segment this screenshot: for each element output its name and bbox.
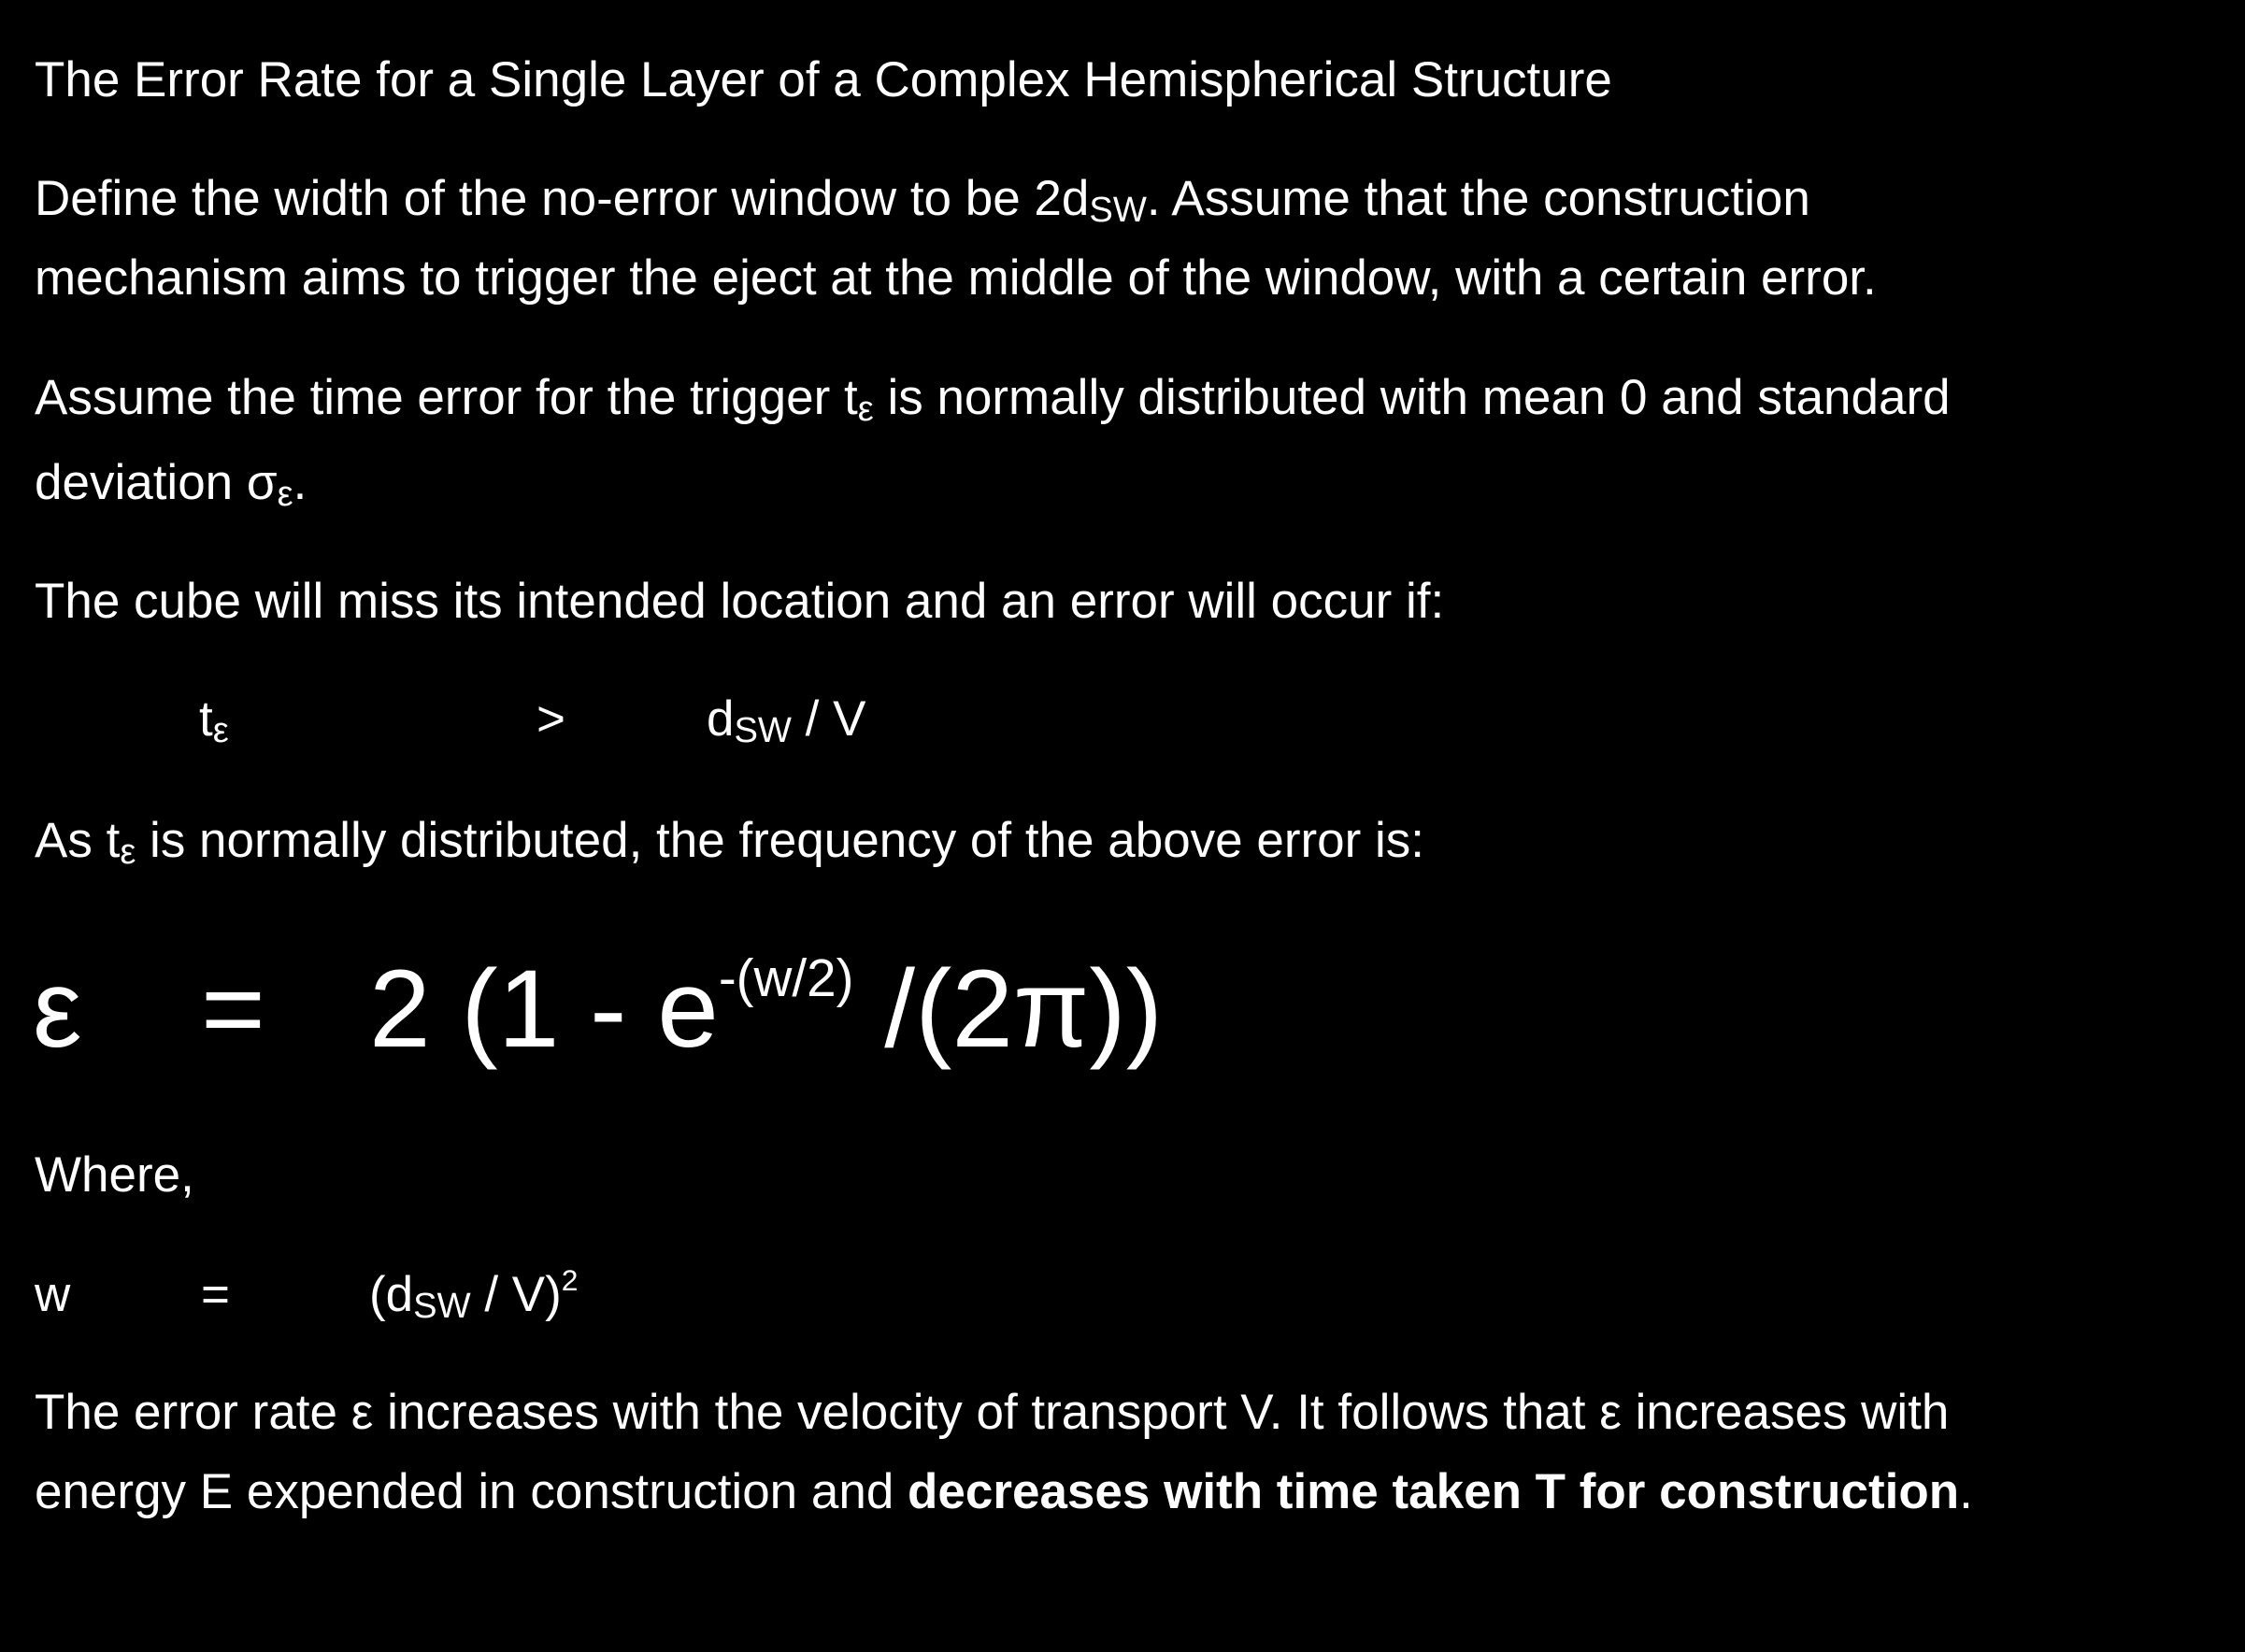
paragraph-window-definition-line2: mechanism aims to trigger the eject at the middle of the window, with a certain error.: [35, 250, 1877, 306]
text: . Assume that the construction: [1146, 171, 1810, 226]
paragraph-window-definition: [35, 171, 1810, 230]
superscript: -(w/2): [718, 949, 854, 1009]
text: t: [199, 691, 213, 747]
page-title: The Error Rate for a Single Layer of a Complex Hemispherical Structure: [35, 52, 1612, 107]
text: deviation σ: [35, 455, 278, 510]
text: .: [1959, 1464, 1973, 1519]
text: Assume the time error for the trigger t: [35, 370, 858, 425]
main-equation-rhs: [369, 948, 1163, 1070]
subscript: ε: [277, 473, 293, 514]
text: As t: [35, 813, 121, 868]
w-definition-rhs: [369, 1262, 579, 1326]
text: (d: [369, 1267, 414, 1322]
subscript: ε: [857, 388, 874, 429]
text: / V): [470, 1267, 562, 1322]
conclusion-line1: The error rate ε increases with the velocity of transport V. It follows that ε increases with: [35, 1385, 1950, 1440]
w-definition-equals: =: [201, 1267, 230, 1322]
text: Define the width of the no-error window to be 2d: [35, 171, 1090, 226]
paragraph-frequency: [35, 813, 1425, 872]
text: d: [707, 691, 735, 747]
text: 2 (1 - e: [369, 947, 719, 1071]
paragraph-time-error: [35, 370, 1951, 429]
subscript: SW: [413, 1285, 471, 1326]
inequality-lhs: [199, 691, 229, 748]
text: is normally distributed, the frequency of the above error is:: [136, 813, 1425, 868]
paragraph-time-error-line2: [35, 455, 307, 514]
subscript: SW: [734, 709, 792, 750]
subscript: SW: [1089, 189, 1147, 230]
w-definition-lhs: w: [35, 1267, 71, 1322]
subscript: ε: [120, 831, 136, 872]
conclusion-line2: [35, 1464, 1973, 1520]
inequality-rhs: [707, 691, 865, 748]
main-equation-equals: =: [201, 947, 265, 1071]
text: energy E expended in construction and: [35, 1464, 908, 1519]
text: is normally distributed with mean 0 and standard: [873, 370, 1951, 425]
superscript: 2: [561, 1262, 579, 1297]
inequality-operator: >: [536, 691, 565, 747]
subscript: ε: [212, 709, 229, 750]
text: .: [293, 455, 307, 510]
text: /(2π)): [853, 947, 1164, 1071]
where-label: Where,: [35, 1147, 194, 1203]
paragraph-error-condition: The cube will miss its intended location and an error will occur if:: [35, 574, 1445, 629]
text: / V: [791, 691, 866, 747]
main-equation-lhs: ε: [33, 947, 82, 1071]
emphasis-text: decreases with time taken T for construction: [908, 1464, 1960, 1519]
